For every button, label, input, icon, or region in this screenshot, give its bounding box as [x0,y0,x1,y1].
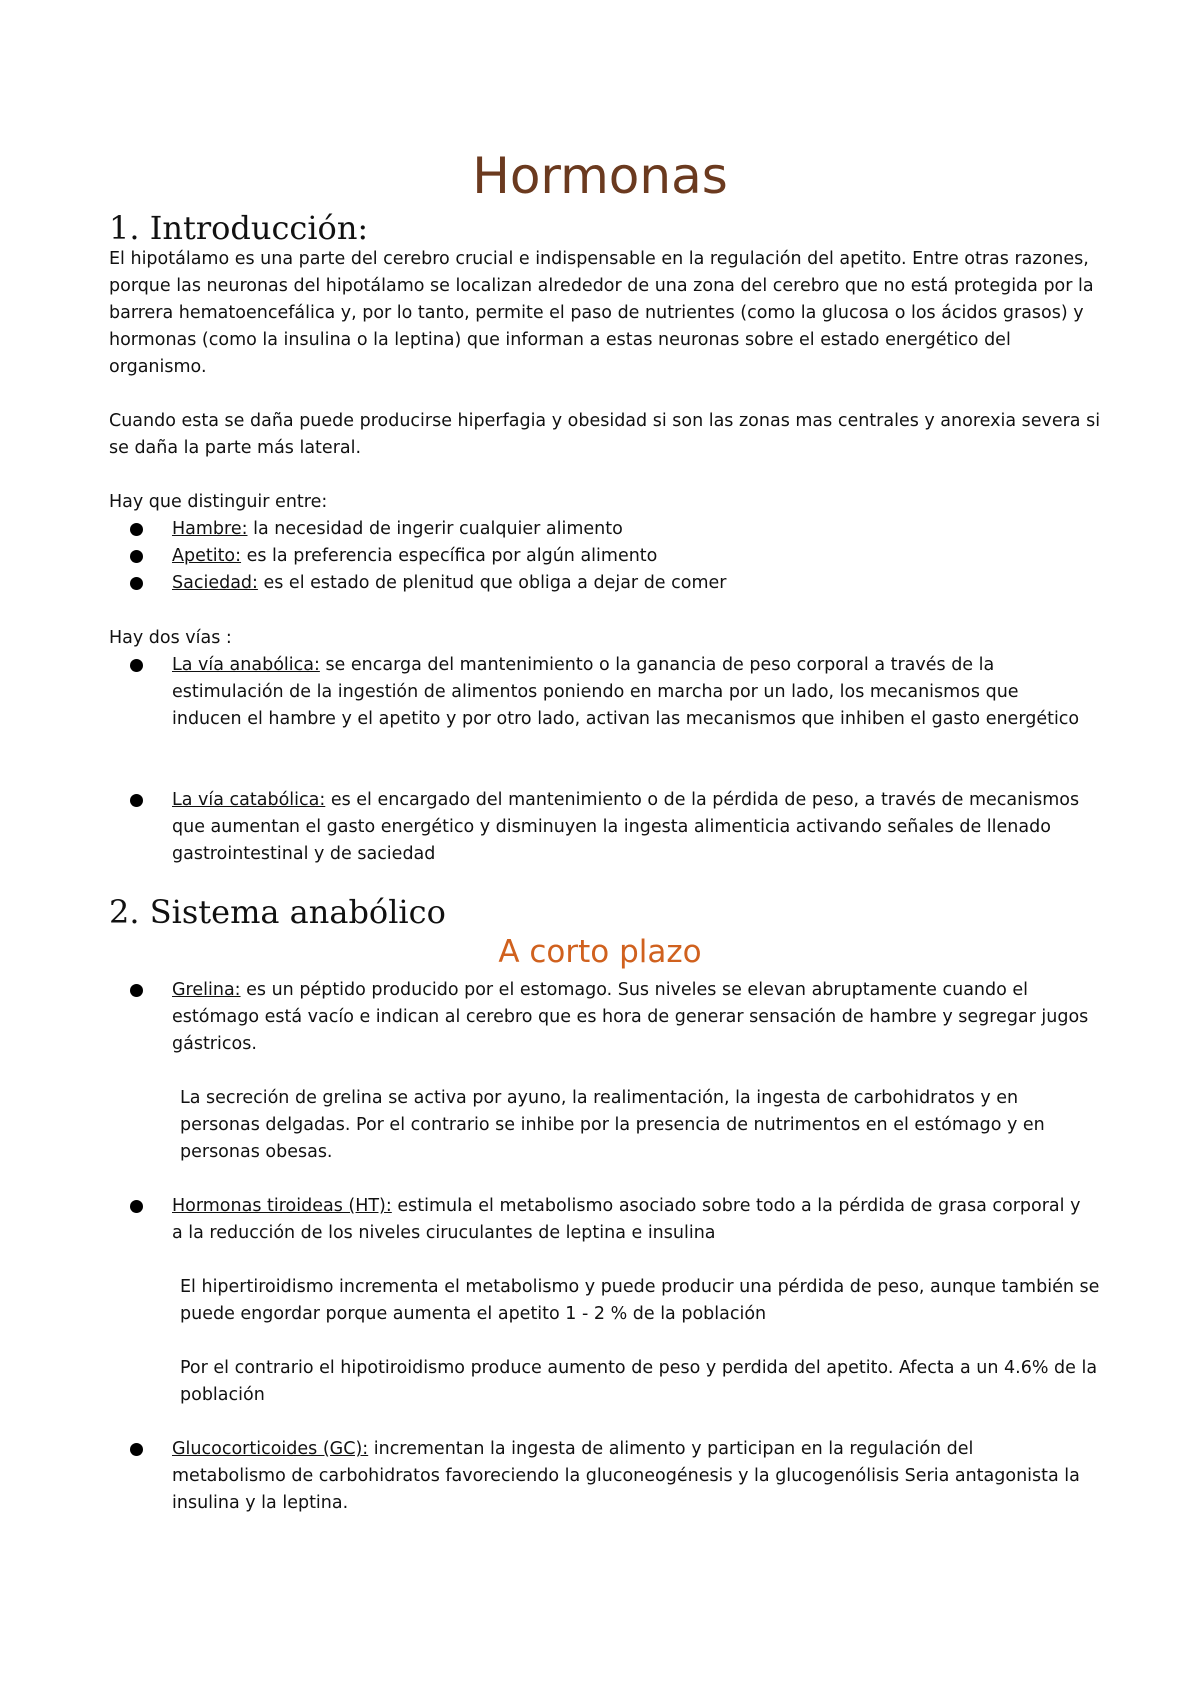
list-item-term: Hormonas tiroideas (HT): [172,1196,392,1216]
list-item-term: La vía catabólica: [172,790,326,810]
list-item-glucocorticoides [130,1436,1090,1517]
grelina-note: La secreción de grelina se activa por ayuno, la realimentación, la ingesta de carbohidratos y en personas delgadas. Por el contrario se inhibe por la presencia de nutrimentos en el estómago y en personas obesas. [180,1088,1045,1162]
bullet-icon [130,1443,143,1456]
section-2-heading: 2. Sistema anabólico [109,893,446,931]
hipotiroidismo-note: Por el contrario el hipotiroidismo produce aumento de peso y perdida del apetito. Afecta a un 4.6% de la población [180,1358,1098,1405]
hipertiroidismo-note: El hipertiroidismo incrementa el metabolismo y puede producir una pérdida de peso, aunque también se puede engordar porque aumenta el apetito 1 - 2 % de la población [180,1277,1100,1324]
list-item-saciedad [130,570,1090,597]
list-item-text: es el estado de plenitud que obliga a dejar de comer [257,573,727,593]
section-2-subheading: A corto plazo [498,934,702,970]
bullet-icon [130,523,143,536]
list-item-via-anabolica [130,652,1090,733]
bullet-icon [130,577,143,590]
bullet-icon [130,794,143,807]
intro-paragraph: El hipotálamo es una parte del cerebro crucial e indispensable en la regulación del apetito. Entre otras razones, porque las neuronas del hipotálamo se localizan alrededor de una zona del cerebro que no está protegida por la barrera hematoencefálica y, por lo tanto, permite el paso de nutrientes (como la glucosa o los ácidos grasos) y hormonas (como la insulina o la leptina) que informan a estas neuronas sobre el estado energético del organismo. [109,249,1094,377]
list-item-hormonas-tiroideas [130,1193,1090,1247]
section-1-heading: 1. Introducción: [109,209,369,247]
list-item-term: Hambre: [172,519,248,539]
list-item-term: Glucocorticoides (GC): [172,1439,369,1459]
list-item-text: se encarga del mantenimiento o la ganancia de peso corporal a través de la estimulación de la ingestión de alimentos poniendo en marcha por un lado, los mecanismos que inducen el hambre y el apetito y por otro lado, activan las mecanismos que inhiben el gasto energético [172,655,1080,729]
list-item-text: estimula el metabolismo asociado sobre todo a la pérdida de grasa corporal y a la reducción de los niveles ciruculantes de leptina e insulina [172,1196,1081,1243]
damage-paragraph: Cuando esta se daña puede producirse hiperfagia y obesidad si son las zonas mas centrales y anorexia severa si se daña la parte más lateral. [109,411,1101,458]
list-item-term: Apetito: [172,546,242,566]
list-item-term: La vía anabólica: [172,655,320,675]
list-item-text: es el encargado del mantenimiento o de la pérdida de peso, a través de mecanismos que aumentan el gasto energético y disminuyen la ingesta alimenticia activando señales de llenado gastrointestinal y de saciedad [172,790,1080,864]
list-item-grelina [130,977,1090,1058]
bullet-icon [130,659,143,672]
ways-label: Hay dos vías : [109,628,232,648]
bullet-icon [130,984,143,997]
list-item-via-catabolica [130,787,1090,868]
distinguish-label: Hay que distinguir entre: [109,492,328,512]
list-item-term: Grelina: [172,980,241,1000]
list-item-hambre [130,516,1090,543]
list-item-text: la necesidad de ingerir cualquier alimento [247,519,623,539]
list-item-apetito [130,543,1090,570]
list-item-text: es un péptido producido por el estomago. Sus niveles se elevan abruptamente cuando el estómago está vacío e indican al cerebro que es hora de generar sensación de hambre y segregar jugos gástricos. [172,980,1089,1054]
bullet-icon [130,1200,143,1213]
list-item-term: Saciedad: [172,573,258,593]
document-title: Hormonas [472,147,728,205]
list-item-text: es la preferencia específica por algún alimento [241,546,658,566]
list-item-text: incrementan la ingesta de alimento y participan en la regulación del metabolismo de carbohidratos favoreciendo la gluconeogénesis y la glucogenólisis Seria antagonista la insulina y la leptina. [172,1439,1080,1513]
bullet-icon [130,550,143,563]
